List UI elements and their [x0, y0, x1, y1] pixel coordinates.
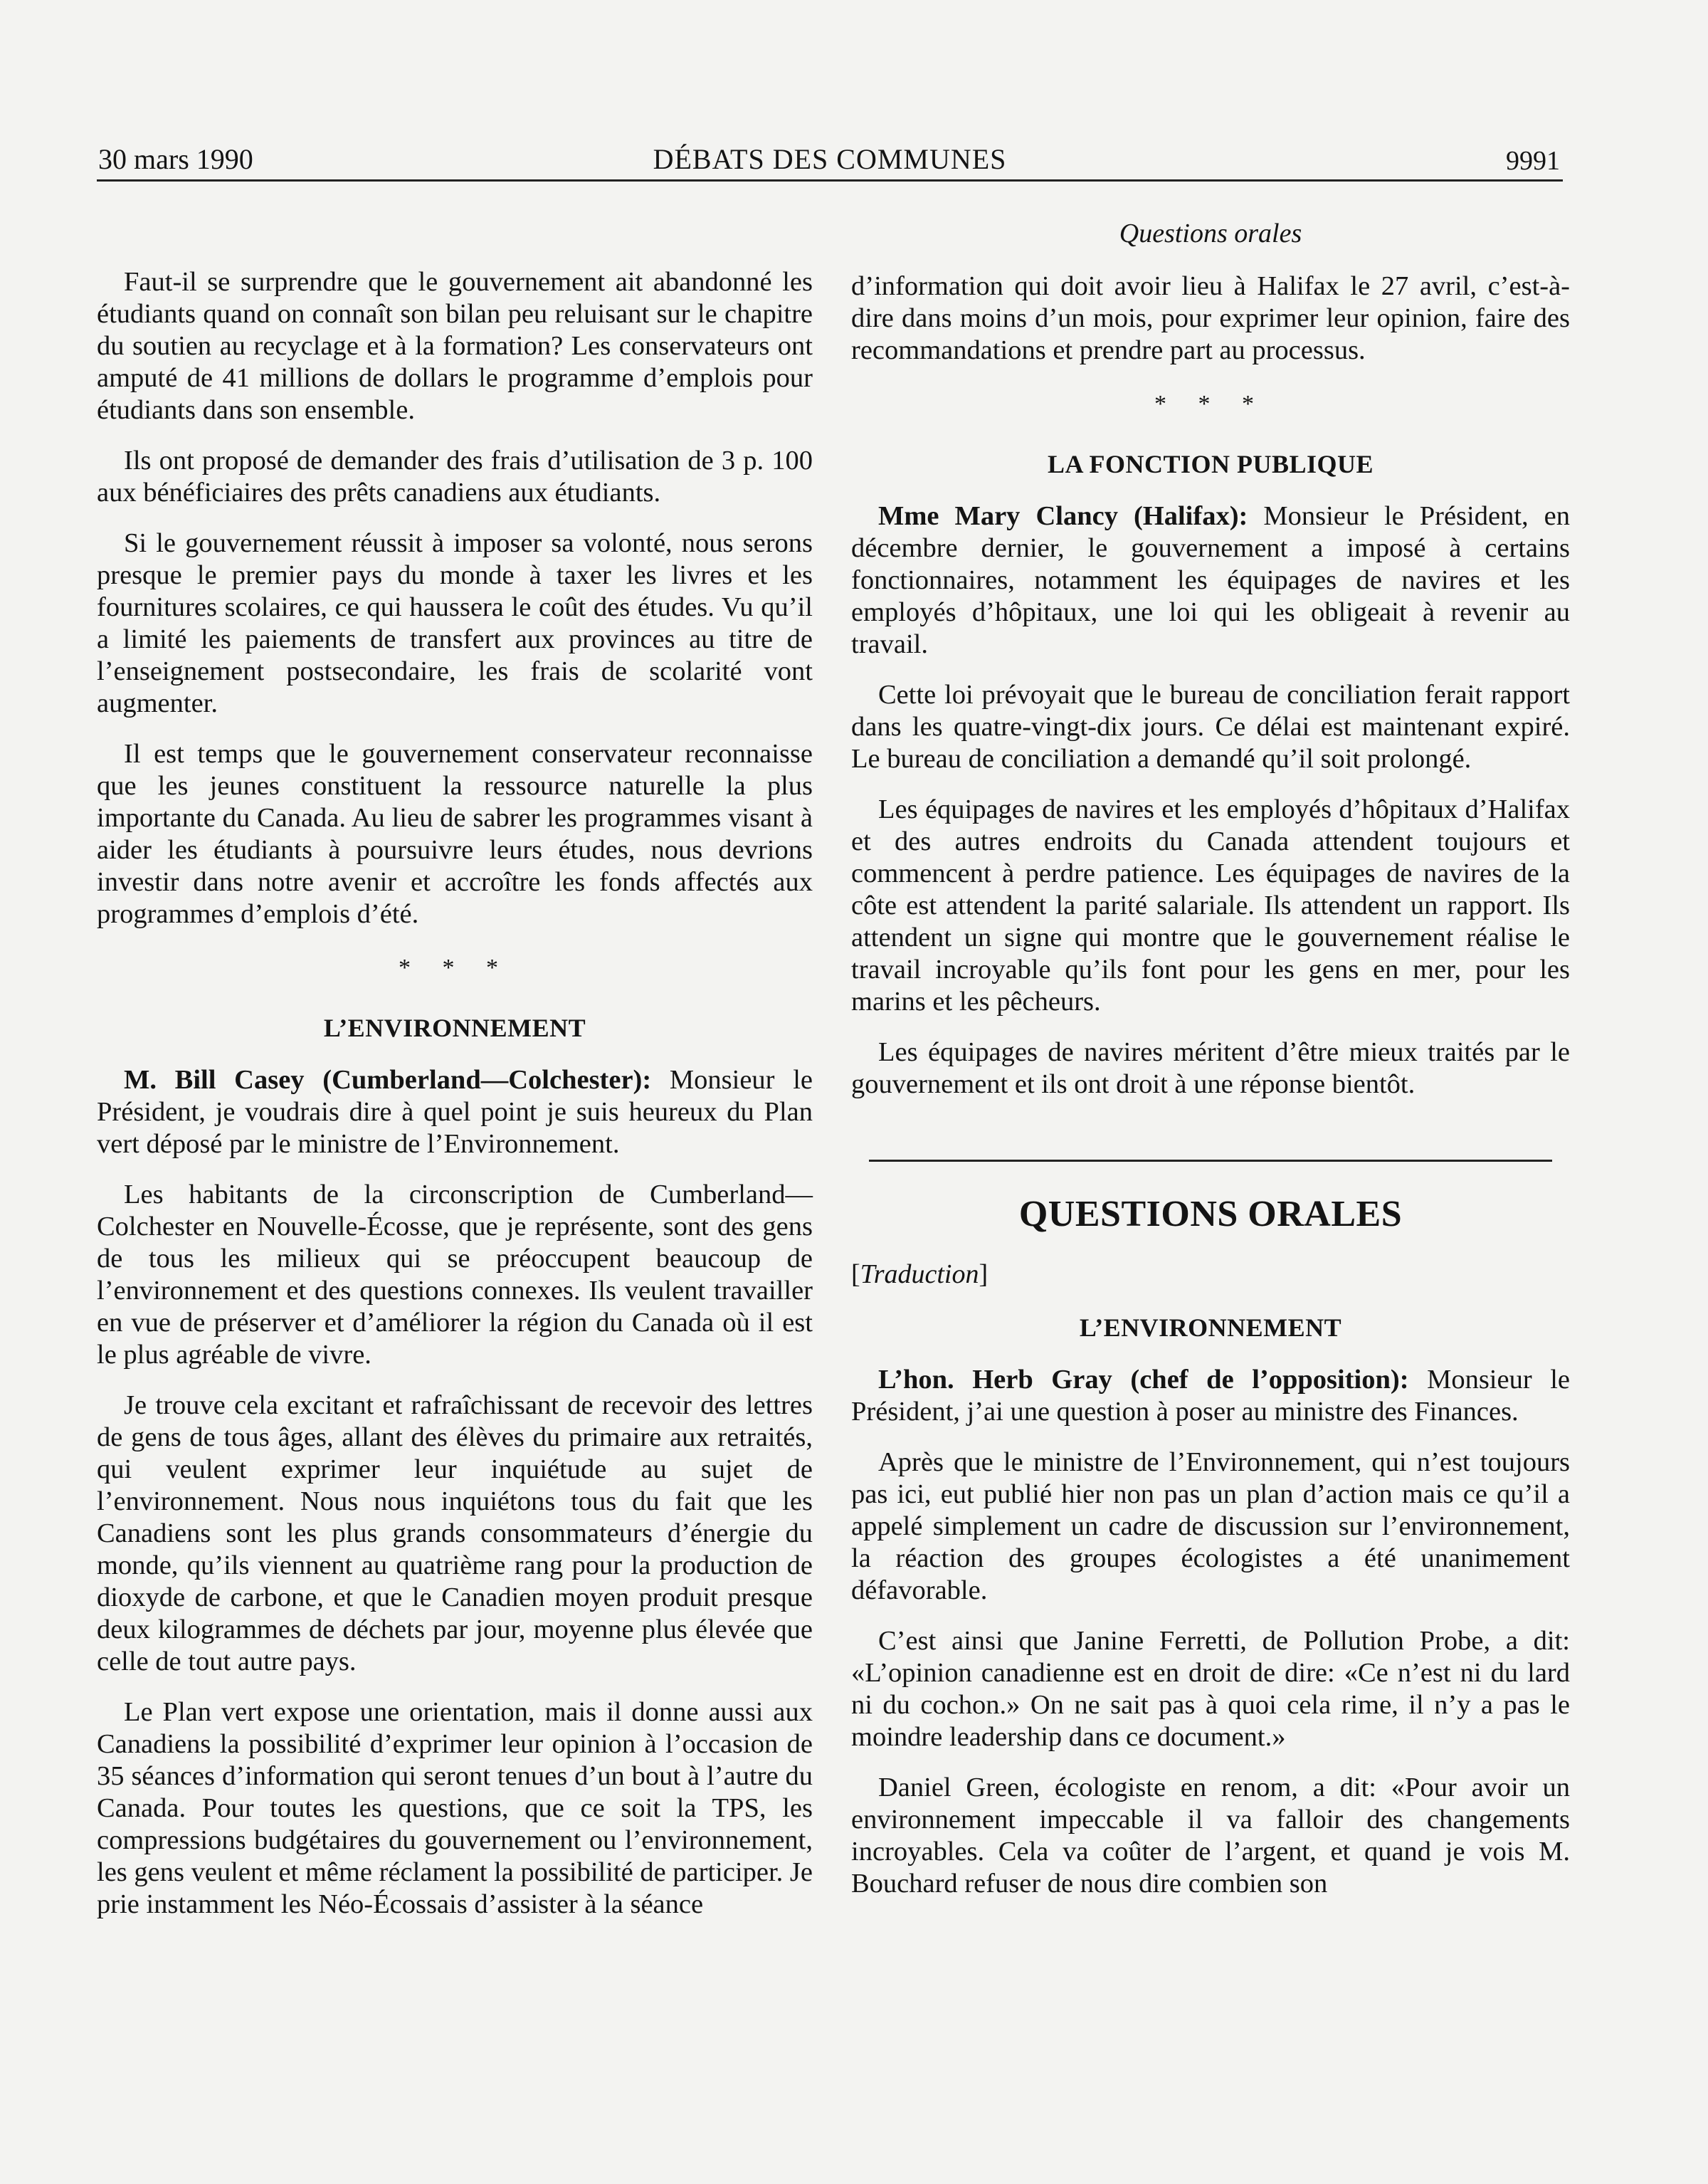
speaker-name: M. Bill Casey (Cumberland—Colchester): [124, 1065, 652, 1095]
paragraph: Après que le ministre de l’Environnement, qui n’est toujours pas ici, eut publié hier non pas un plan d’action mais ce qu’il a appelé simplement un cadre de discussion sur l’environnement, la réaction des groupes écologistes a été unanimement défavorable. [851, 1447, 1570, 1605]
section-separator: * * * [1154, 391, 1267, 417]
left-column [97, 266, 813, 1939]
main-heading: QUESTIONS ORALES [1018, 1194, 1403, 1234]
page-header [97, 140, 1563, 182]
right-column [851, 271, 1570, 1918]
paragraph: Je trouve cela excitant et rafraîchissant de recevoir des lettres de gens de tous âges, allant des élèves du primaire aux retraités, qui veulent exprimer leur inquiétude au sujet de l’environnement. Nous nous inquiétons tous du fait que les Canadiens sont les plus grands consommateurs d’énergie du monde, qu’ils viennent au quatrième rang pour la production de dioxyde de carbone, et que le Canadien moyen produit presque deux kilogrammes de déchets par jour, moyenne plus élevée que celle de tout autre pays. [97, 1390, 813, 1676]
page-number: 9991 [1506, 146, 1560, 176]
speaker-name: Mme Mary Clancy (Halifax): [878, 501, 1248, 531]
speech-paragraph [851, 500, 1570, 661]
paragraph: d’information qui doit avoir lieu à Halifax le 27 avril, c’est-à-dire dans moins d’un mois, pour exprimer leur opinion, faire des recommandations et prendre part au processus. [851, 271, 1570, 365]
paragraph: Ils ont proposé de demander des frais d’utilisation de 3 p. 100 aux bénéficiaires des prêts canadiens aux étudiants. [97, 446, 813, 508]
paragraph: Les équipages de navires et les employés d’hôpitaux d’Halifax et des autres endroits du Canada attendent toujours et commencent à perdre patience. Les équipages de navires de la côte est attendent la parité salariale. Ils attendent un rapport. Ils attendent un signe qui montre que le gouvernement réalise le travail incroyable qu’ils font pour les gens en mer, pour les marins et les pêcheurs. [851, 794, 1570, 1017]
translation-note: [Traduction] [851, 1259, 989, 1289]
speech-text: Monsieur le Président, je voudrais dire à quel point je suis heureux du Plan vert déposé par le ministre de l’Environnement. [97, 1065, 813, 1159]
section-label: Questions orales [1119, 219, 1302, 248]
paragraph: Daniel Green, écologiste en renom, a dit: «Pour avoir un environnement impeccable il va falloir des changements incroyables. Cela va coûter de l’argent, et quand je vois M. Bouchard refuser de nous dire combien son [851, 1773, 1570, 1899]
section-heading: L’ENVIRONNEMENT [1079, 1313, 1342, 1342]
paragraph: Les équipages de navires méritent d’être mieux traités par le gouvernement et ils ont droit à une réponse bientôt. [851, 1037, 1570, 1099]
paragraph: Il est temps que le gouvernement conservateur reconnaisse que les jeunes constituent la ressource naturelle la plus importante du Canada. Au lieu de sabrer les programmes visant à aider les étudiants à poursuivre leurs études, nous devrions investir dans notre avenir et accroître les fonds affectés aux programmes d’emplois d’été. [97, 739, 813, 929]
speech-text: Monsieur le Président, en décembre dernier, le gouvernement a imposé à certains fonctionnaires, notamment les équipages de navires et les employés d’hôpitaux, une loi qui les obligeait à revenir au travail. [851, 501, 1571, 659]
speaker-name: L’hon. Herb Gray (chef de l’opposition): [878, 1365, 1409, 1395]
speech-text: Monsieur le Président, j’ai une question à poser au ministre des Finances. [851, 1365, 1570, 1427]
paragraph: Le Plan vert expose une orientation, mais il donne aussi aux Canadiens la possibilité d’exprimer leur opinion à l’occasion de 35 séances d’information qui seront tenues d’un bout à l’autre du Canada. Pour toutes les questions, que ce soit la TPS, les compressions budgétaires du gouvernement ou l’environnement, les gens veulent et même réclament la possibilité de participer. Je prie instamment les Néo-Écossais d’assister à la séance [97, 1697, 813, 1919]
section-heading: LA FONCTION PUBLIQUE [1047, 450, 1374, 478]
speech-paragraph [851, 1364, 1570, 1428]
speech-paragraph [97, 1064, 813, 1160]
paragraph: Les habitants de la circonscription de Cumberland—Colchester en Nouvelle-Écosse, que je représente, sont des gens de tous les milieux qui se préoccupent beaucoup de l’environnement et des questions connexes. Ils veulent travailler en vue de préserver et d’améliorer la région du Canada où il est le plus agréable de vivre. [97, 1180, 813, 1370]
paragraph: C’est ainsi que Janine Ferretti, de Pollution Probe, a dit: «L’opinion canadienne est en droit de dire: «Ce n’est ni du lard ni du cochon.» On ne sait pas à quoi cela rime, il n’y a pas le moindre leadership dans ce document.» [851, 1626, 1570, 1752]
paragraph: Cette loi prévoyait que le bureau de conciliation ferait rapport dans les quatre-vingt-dix jours. Ce délai est maintenant expiré. Le bureau de conciliation a demandé qu’il soit prolongé. [851, 680, 1570, 774]
divider [851, 1138, 1570, 1170]
header-title: DÉBATS DES COMMUNES [653, 143, 1007, 175]
section-heading: L’ENVIRONNEMENT [323, 1014, 586, 1042]
paragraph: Faut-il se surprendre que le gouvernement ait abandonné les étudiants quand on connaît son bilan peu reluisant sur le chapitre du soutien au recyclage et à la formation? Les conservateurs ont amputé de 41 millions de dollars le programme d’emplois pour étudiants dans son ensemble. [97, 267, 813, 425]
section-separator: * * * [399, 955, 511, 981]
header-date: 30 mars 1990 [98, 143, 253, 175]
paragraph: Si le gouvernement réussit à imposer sa volonté, nous serons presque le premier pays du monde à taxer les livres et les fournitures scolaires, ce qui haussera le coût des études. Vu qu’il a limité les paiements de transfert aux provinces au titre de l’enseignement postsecondaire, les frais de scolarité vont augmenter. [97, 528, 813, 718]
translation-label: Traduction [860, 1259, 979, 1289]
